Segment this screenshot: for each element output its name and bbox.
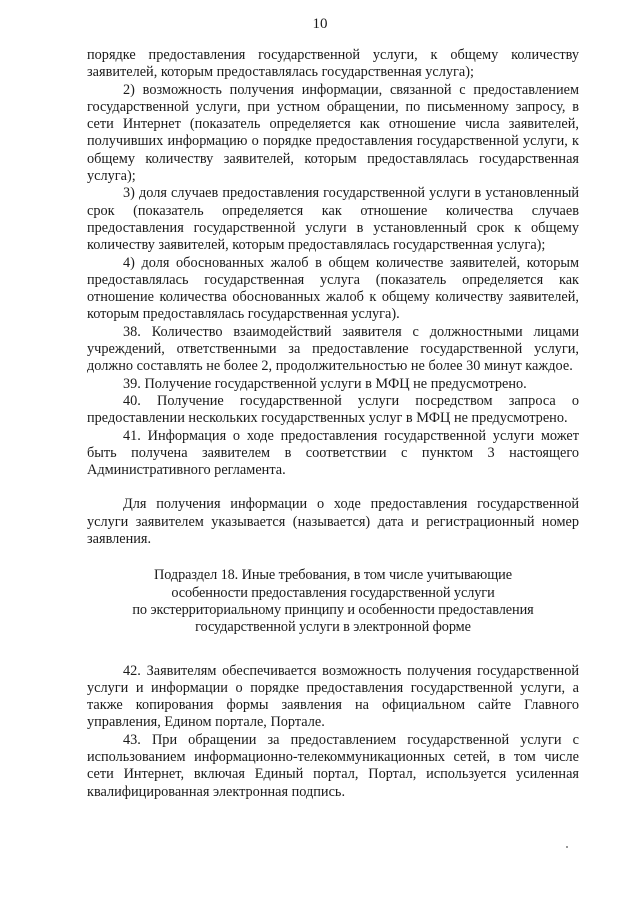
paragraph-continuation: порядке предоставления государственной услуги, к общему количеству заявителей, которым предоставлялась государственная услуга);	[87, 47, 579, 81]
heading-line-4: государственной услуги в электронной форме	[195, 619, 471, 636]
paragraph-38: 38. Количество взаимодействий заявителя с должностными лицами учреждений, ответственными за предоставление государственной услуги, должно составлять не более 2, продолжительностью не более 30 минут каждое.	[87, 323, 579, 375]
paragraph-item-4: 4) доля обоснованных жалоб в общем количестве заявителей, которым предоставлялась государственная услуга (показатель определяется как отношение количества обоснованных жалоб к общему количеству заявителей, которым предоставлялась государственная услуга).	[87, 254, 579, 323]
scan-speck	[566, 846, 568, 848]
paragraph-item-3: 3) доля случаев предоставления государственной услуги в установленный срок (показатель определяется как отношение количества случаев предоставления государственной услуги в установленный срок к общему количеству заявителей, которым предоставлялась государственная услуга);	[87, 185, 579, 254]
heading-line-1: Подраздел 18. Иные требования, в том числе учитывающие	[154, 567, 512, 584]
paragraph-41: 41. Информация о ходе предоставления государственной услуги может быть получена заявителем в соответствии с пунктом 3 настоящего Административного регламента.	[87, 427, 579, 479]
paragraph-item-2: 2) возможность получения информации, связанной с предоставлением государственной услуги, при устном обращении, по письменному запросу, в сети Интернет (показатель определяется как отношение числа заявителей, получивших информацию о порядке предоставления государственной услуги, к общему количеству заявителей, которым предоставлялась государственная услуга);	[87, 81, 579, 185]
heading-line-2: особенности предоставления государственной услуги	[171, 584, 495, 601]
subsection-heading	[87, 567, 579, 636]
document-body	[87, 47, 579, 801]
paragraph-42: 42. Заявителям обеспечивается возможность получения государственной услуги и информации о порядке предоставления государственной услуги, а также копирования формы заявления на официальном сайте Главного управления, Едином портале, Портале.	[87, 662, 579, 731]
paragraph-40: 40. Получение государственной услуги посредством запроса о предоставлении нескольких государственных услуг в МФЦ не предусмотрено.	[87, 392, 579, 427]
page-number: 10	[312, 16, 328, 32]
heading-line-3: по экстерриториальному принципу и особенности предоставления	[132, 601, 534, 618]
paragraph-43: 43. При обращении за предоставлением государственной услуги с использованием информационно-телекоммуникационных сетей, в том числе сети Интернет, включая Единый портал, Портал, используется усиленная квалифицированная электронная подпись.	[87, 731, 579, 800]
paragraph-info-request: Для получения информации о ходе предоставления государственной услуги заявителем указывается (называется) дата и регистрационный номер заявления.	[87, 496, 579, 548]
paragraph-39: 39. Получение государственной услуги в МФЦ не предусмотрено.	[123, 375, 527, 392]
